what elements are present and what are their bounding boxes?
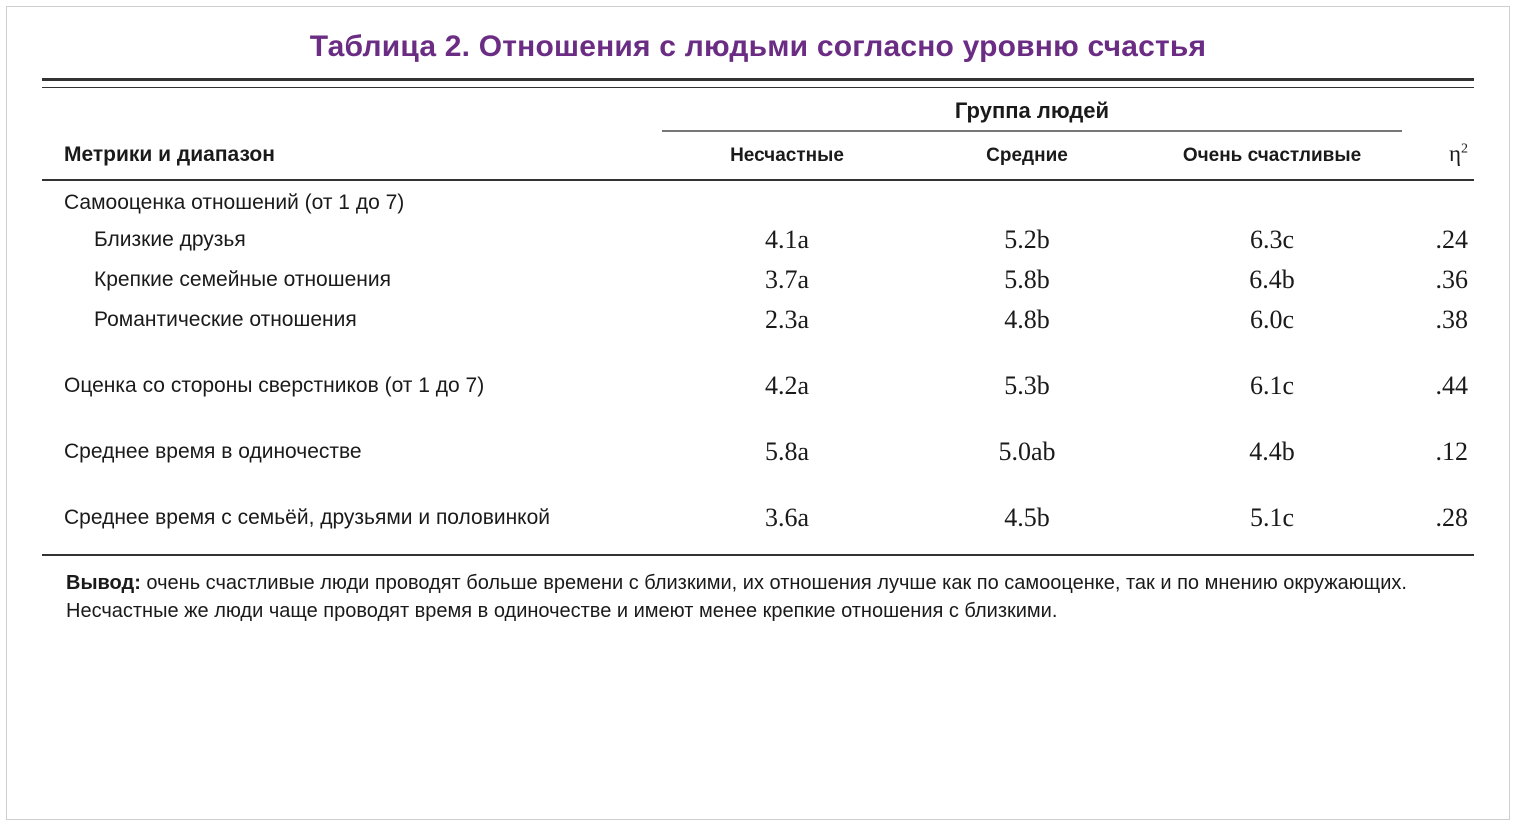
row-label-peer-rating: Оценка со стороны сверстников (от 1 до 7) <box>64 374 485 397</box>
table-row <box>42 260 1474 300</box>
column-header-eta-squared <box>1402 131 1474 179</box>
cell-unhappy: 2.3a <box>764 305 810 334</box>
column-header-metric: Метрики и диапазон <box>64 143 275 166</box>
cell-eta: .38 <box>1435 305 1468 334</box>
row-label-time-alone: Среднее время в одиночестве <box>64 440 362 463</box>
row-spacer <box>42 406 1474 432</box>
table-row <box>42 432 1474 472</box>
cell-average: 5.2b <box>1004 225 1050 254</box>
row-label-time-with-close-ones: Среднее время с семьёй, друзьями и половинкой <box>64 506 551 529</box>
row-spacer <box>42 538 1474 555</box>
cell-empty <box>1142 180 1402 220</box>
table-row <box>42 220 1474 260</box>
group-header-label: Группа людей <box>662 88 1402 132</box>
cell-very-happy: 4.4b <box>1249 437 1295 466</box>
row-label-family-relations: Крепкие семейные отношения <box>94 268 391 291</box>
cell-empty <box>912 180 1142 220</box>
column-header-very-happy: Очень счастливые <box>1182 145 1362 166</box>
group-header-eta-blank <box>1402 88 1474 132</box>
note-text: очень счастливые люди проводят больше времени с близкими, их отношения лучше как по самооценке, так и по мнению окружающих. Несчастные же люди чаще проводят время в одиночестве и имеют менее крепкие отношения с близкими. <box>66 572 1407 622</box>
cell-empty <box>662 180 912 220</box>
cell-very-happy: 5.1c <box>1249 503 1295 532</box>
table-body <box>42 180 1474 556</box>
table-head <box>42 80 1474 181</box>
column-header-unhappy: Несчастные <box>730 145 844 166</box>
cell-unhappy: 5.8a <box>764 437 810 466</box>
eta-exponent: 2 <box>1461 141 1468 157</box>
cell-unhappy: 4.2a <box>764 371 810 400</box>
cell-average: 4.5b <box>1004 503 1050 532</box>
section-heading-self-rating: Самооценка отношений (от 1 до 7) <box>64 191 405 214</box>
group-header-row <box>42 88 1474 132</box>
cell-eta: .28 <box>1435 503 1468 532</box>
row-spacer <box>42 340 1474 366</box>
column-header-average: Средние <box>986 145 1068 166</box>
cell-very-happy: 6.3c <box>1249 225 1295 254</box>
cell-unhappy: 4.1a <box>764 225 810 254</box>
cell-eta: .44 <box>1435 371 1468 400</box>
page-title: Таблица 2. Отношения с людьми согласно уровню счастья <box>309 30 1207 63</box>
table-row <box>42 180 1474 220</box>
cell-average: 4.8b <box>1004 305 1050 334</box>
top-rule <box>42 80 1474 88</box>
table-row <box>42 498 1474 538</box>
eta-symbol: η <box>1448 141 1461 166</box>
group-header-blank <box>42 88 662 132</box>
cell-average: 5.8b <box>1004 265 1050 294</box>
table-row <box>42 366 1474 406</box>
results-table <box>42 78 1474 556</box>
row-label-close-friends: Близкие друзья <box>94 228 246 251</box>
bottom-rule <box>42 555 1474 556</box>
cell-very-happy: 6.4b <box>1249 265 1295 294</box>
cell-empty <box>1402 180 1474 220</box>
cell-eta: .36 <box>1435 265 1468 294</box>
row-label-romantic-relations: Романтические отношения <box>94 308 357 331</box>
row-spacer <box>42 472 1474 498</box>
table-row <box>42 300 1474 340</box>
cell-unhappy: 3.7a <box>764 265 810 294</box>
cell-average: 5.0ab <box>998 437 1056 466</box>
cell-very-happy: 6.0c <box>1249 305 1295 334</box>
note-label: Вывод: <box>66 572 141 594</box>
cell-average: 5.3b <box>1004 371 1050 400</box>
cell-eta: .24 <box>1435 225 1468 254</box>
cell-unhappy: 3.6a <box>764 503 810 532</box>
cell-eta: .12 <box>1435 437 1468 466</box>
column-header-row <box>42 131 1474 179</box>
table-note <box>42 570 1474 625</box>
cell-very-happy: 6.1c <box>1249 371 1295 400</box>
